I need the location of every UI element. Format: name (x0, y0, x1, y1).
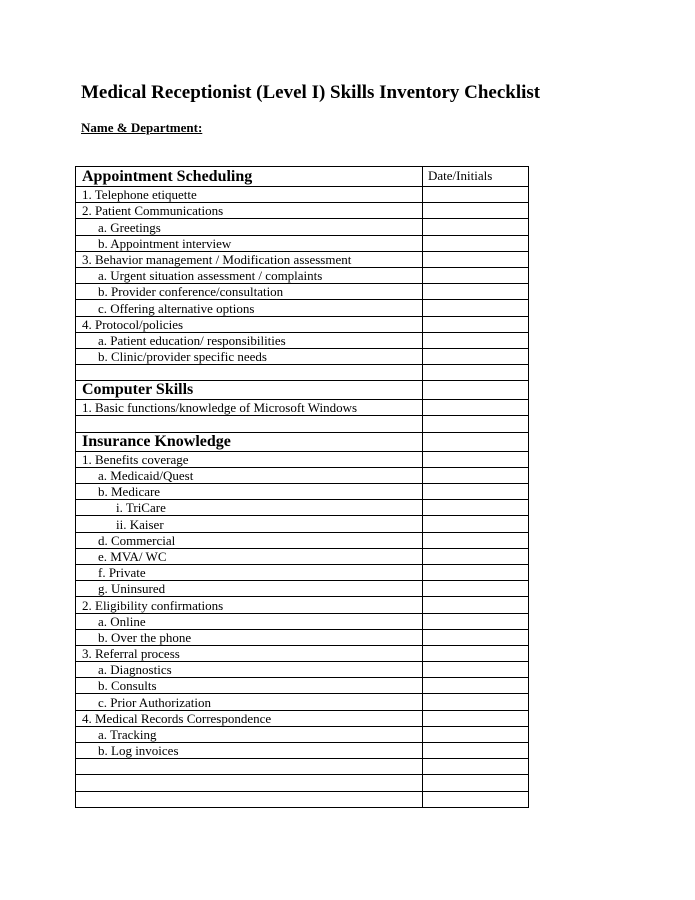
checklist-item-label: b. Clinic/provider specific needs (76, 348, 423, 364)
checklist-item-label: a. Urgent situation assessment / complaints (76, 267, 423, 283)
date-initials-cell[interactable] (423, 645, 529, 661)
date-initials-cell[interactable] (423, 235, 529, 251)
blank-cell (76, 759, 423, 775)
date-initials-cell[interactable] (423, 726, 529, 742)
checklist-item-row (76, 467, 529, 483)
checklist-item-row (76, 500, 529, 516)
blank-row (76, 365, 529, 381)
checklist-item-row (76, 613, 529, 629)
date-initials-cell[interactable] (423, 451, 529, 467)
checklist-item-label: g. Uninsured (76, 581, 423, 597)
checklist-item-row (76, 597, 529, 613)
checklist-item-label: b. Log invoices (76, 743, 423, 759)
checklist-item-row (76, 516, 529, 532)
date-initials-cell[interactable] (423, 743, 529, 759)
date-initials-cell[interactable] (423, 564, 529, 580)
date-initials-cell[interactable] (423, 332, 529, 348)
checklist-item-label: 1. Basic functions/knowledge of Microsoft Windows (76, 400, 423, 416)
section-row (76, 167, 529, 187)
checklist-item-row (76, 316, 529, 332)
checklist-item-row (76, 235, 529, 251)
checklist-item-label: d. Commercial (76, 532, 423, 548)
checklist-item-label: a. Medicaid/Quest (76, 467, 423, 483)
date-initials-cell[interactable] (423, 532, 529, 548)
date-initials-cell[interactable] (423, 284, 529, 300)
checklist-item-row (76, 564, 529, 580)
date-initials-cell[interactable] (423, 613, 529, 629)
section-heading: Appointment Scheduling (76, 167, 423, 187)
checklist-item-row (76, 581, 529, 597)
date-initials-cell[interactable] (423, 381, 529, 400)
date-initials-cell[interactable] (423, 694, 529, 710)
date-initials-cell[interactable] (423, 710, 529, 726)
checklist-item-label: a. Greetings (76, 219, 423, 235)
date-initials-cell[interactable] (423, 500, 529, 516)
date-initials-cell[interactable] (423, 219, 529, 235)
checklist-item-row (76, 284, 529, 300)
checklist-item-label: a. Diagnostics (76, 662, 423, 678)
blank-row (76, 416, 529, 432)
checklist-item-label: ii. Kaiser (76, 516, 423, 532)
checklist-item-label: 3. Behavior management / Modification assessment (76, 251, 423, 267)
date-initials-cell[interactable] (423, 400, 529, 416)
date-initials-cell[interactable] (423, 467, 529, 483)
name-department-label: Name & Department: (81, 120, 203, 135)
checklist-item-row (76, 678, 529, 694)
checklist-item-label: 2. Patient Communications (76, 203, 423, 219)
blank-cell (76, 775, 423, 791)
checklist-item-row (76, 548, 529, 564)
checklist-item-label: 2. Eligibility confirmations (76, 597, 423, 613)
checklist-item-row (76, 251, 529, 267)
skills-checklist-table (75, 166, 529, 808)
checklist-item-label: i. TriCare (76, 500, 423, 516)
checklist-item-row (76, 629, 529, 645)
checklist-item-row (76, 694, 529, 710)
checklist-item-label: f. Private (76, 564, 423, 580)
date-initials-cell[interactable] (423, 516, 529, 532)
checklist-item-label: b. Provider conference/consultation (76, 284, 423, 300)
checklist-item-label: a. Online (76, 613, 423, 629)
blank-cell (76, 365, 423, 381)
checklist-item-row (76, 300, 529, 316)
checklist-item-row (76, 743, 529, 759)
date-initials-cell[interactable] (423, 484, 529, 500)
checklist-item-row (76, 662, 529, 678)
date-initials-cell[interactable] (423, 581, 529, 597)
date-initials-cell[interactable] (423, 251, 529, 267)
checklist-item-label: b. Consults (76, 678, 423, 694)
date-initials-cell[interactable] (423, 365, 529, 381)
checklist-body (76, 167, 529, 808)
blank-row (76, 775, 529, 791)
checklist-item-row (76, 187, 529, 203)
blank-cell (76, 791, 423, 807)
blank-row (76, 791, 529, 807)
date-initials-cell[interactable] (423, 775, 529, 791)
date-initials-cell[interactable] (423, 348, 529, 364)
checklist-item-label: a. Tracking (76, 726, 423, 742)
checklist-item-label: a. Patient education/ responsibilities (76, 332, 423, 348)
checklist-item-row (76, 726, 529, 742)
checklist-item-label: b. Over the phone (76, 629, 423, 645)
date-initials-cell[interactable] (423, 432, 529, 451)
checklist-item-label: b. Medicare (76, 484, 423, 500)
checklist-item-row (76, 645, 529, 661)
date-initials-cell[interactable] (423, 597, 529, 613)
checklist-item-row (76, 484, 529, 500)
date-initials-cell[interactable] (423, 187, 529, 203)
date-initials-cell[interactable] (423, 316, 529, 332)
checklist-item-row (76, 267, 529, 283)
date-initials-cell[interactable] (423, 267, 529, 283)
date-initials-cell[interactable] (423, 300, 529, 316)
checklist-item-label: b. Appointment interview (76, 235, 423, 251)
checklist-item-row (76, 219, 529, 235)
checklist-item-row (76, 451, 529, 467)
date-initials-header: Date/Initials (423, 167, 529, 187)
date-initials-cell[interactable] (423, 662, 529, 678)
checklist-item-label: c. Prior Authorization (76, 694, 423, 710)
checklist-item-row (76, 532, 529, 548)
date-initials-cell[interactable] (423, 203, 529, 219)
date-initials-cell[interactable] (423, 678, 529, 694)
checklist-item-row (76, 332, 529, 348)
checklist-item-row (76, 348, 529, 364)
date-initials-cell[interactable] (423, 759, 529, 775)
date-initials-cell[interactable] (423, 416, 529, 432)
checklist-item-label: 3. Referral process (76, 645, 423, 661)
date-initials-cell[interactable] (423, 629, 529, 645)
checklist-item-label: 1. Benefits coverage (76, 451, 423, 467)
checklist-item-label: c. Offering alternative options (76, 300, 423, 316)
checklist-item-label: e. MVA/ WC (76, 548, 423, 564)
section-heading: Computer Skills (76, 381, 423, 400)
document-title: Medical Receptionist (Level I) Skills Inventory Checklist (81, 82, 541, 103)
section-row (76, 432, 529, 451)
section-heading: Insurance Knowledge (76, 432, 423, 451)
section-row (76, 381, 529, 400)
checklist-item-label: 4. Protocol/policies (76, 316, 423, 332)
checklist-item-label: 1. Telephone etiquette (76, 187, 423, 203)
checklist-item-row (76, 710, 529, 726)
checklist-item-row (76, 203, 529, 219)
blank-cell (76, 416, 423, 432)
checklist-item-label: 4. Medical Records Correspondence (76, 710, 423, 726)
date-initials-cell[interactable] (423, 548, 529, 564)
checklist-item-row (76, 400, 529, 416)
date-initials-cell[interactable] (423, 791, 529, 807)
blank-row (76, 759, 529, 775)
